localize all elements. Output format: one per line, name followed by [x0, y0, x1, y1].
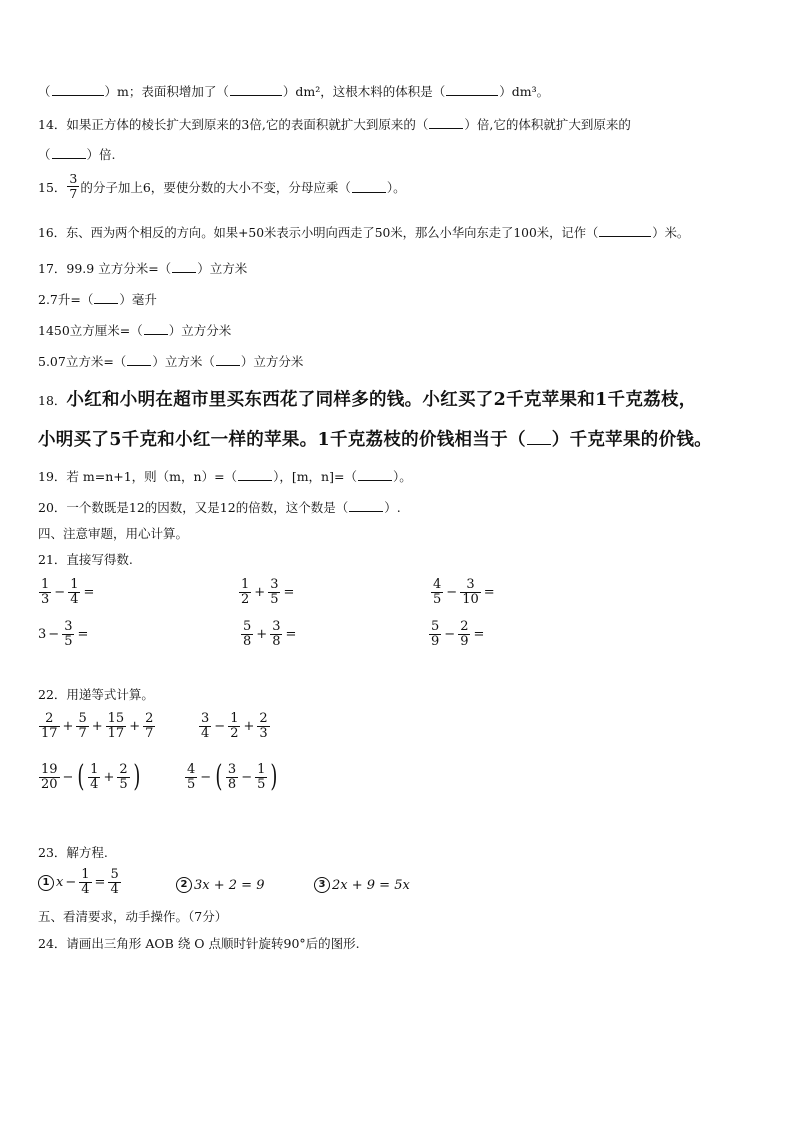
answer-blank[interactable]: [144, 323, 168, 335]
section-4-heading: 四、注意审题，用心计算。: [38, 526, 189, 541]
expression-21-3: $\frac{4}{5}$ − $\frac{3}{10}$ =: [433, 577, 495, 607]
expression-22-3: $\frac{19}{20}$ − ( $\frac{1}{4}$ + $\frac{2}{5}$ ): [41, 759, 141, 794]
question-17-b: 2.7升=（ ）毫升: [38, 292, 157, 307]
question-24: 24．请画出三角形 AOB 绕 O 点顺时针旋转90°后的图形.: [38, 936, 360, 951]
answer-blank[interactable]: [172, 261, 196, 273]
question-22-title: 22．用递等式计算。: [38, 687, 154, 702]
question-17-c: 1450立方厘米=（ ）立方分米: [38, 323, 232, 338]
answer-blank[interactable]: [230, 84, 282, 96]
answer-blank[interactable]: [599, 225, 651, 237]
section-5-heading: 五、看清要求，动手操作。（7分）: [38, 909, 228, 924]
question-23-title: 23．解方程.: [38, 845, 108, 860]
expression-21-4: 3 − $\frac{3}{5}$ =: [38, 619, 89, 649]
answer-blank[interactable]: [349, 500, 383, 512]
fraction: $\frac{3}{7}$: [69, 171, 78, 201]
question-20: 20．一个数既是12的因数，又是12的倍数，这个数是（ ）.: [38, 500, 401, 515]
circled-number: 3: [314, 877, 330, 893]
question-21-title: 21．直接写得数.: [38, 552, 133, 567]
circled-number: 1: [38, 875, 54, 891]
question-14: 14．如果正方体的棱长扩大到原来的3倍,它的表面积就扩大到原来的（ ）倍,它的体积就扩大到原来的: [38, 117, 631, 132]
question-16: 16．东、西为两个相反的方向。如果+50米表示小明向西走了50米，那么小华向东走了100米，记作（ ）米。: [38, 226, 690, 240]
equation-23-3: 3 2x + 9 = 5x: [314, 877, 410, 893]
question-17-d: 5.07立方米=（ ）立方米（ ）立方分米: [38, 354, 304, 369]
question-14-cont: （ ）倍.: [38, 147, 116, 162]
answer-blank[interactable]: [446, 84, 498, 96]
expression-22-1: $\frac{2}{17}$ + $\frac{5}{7}$ + $\frac{15}{17}$ + $\frac{2}{7}$: [41, 711, 154, 741]
answer-blank[interactable]: [127, 354, 151, 366]
equation-23-2: 2 3x + 2 = 9: [176, 877, 264, 893]
answer-blank[interactable]: [527, 428, 551, 445]
question-18-line1: 18．小红和小明在超市里买东西花了同样多的钱。小红买了2千克苹果和1千克荔枝，: [38, 390, 697, 410]
answer-blank[interactable]: [94, 292, 118, 304]
expression-21-2: $\frac{1}{2}$ + $\frac{3}{5}$ =: [241, 577, 295, 607]
expression-22-2: $\frac{3}{4}$ − $\frac{1}{2}$ + $\frac{2}{3}$: [201, 711, 268, 741]
answer-blank[interactable]: [52, 84, 104, 96]
question-19: 19．若 m=n+1，则（m，n）=（ ），[m，n]=（ ）。: [38, 469, 412, 484]
answer-blank[interactable]: [52, 147, 86, 159]
question-17-a: 17．99.9 立方分米=（ ）立方米: [38, 261, 248, 276]
question-18-line2: 小明买了5千克和小红一样的苹果。1千克荔枝的价钱相当于（ ）千克苹果的价钱。: [38, 430, 712, 450]
expression-21-5: $\frac{5}{8}$ + $\frac{3}{8}$ =: [243, 619, 297, 649]
answer-blank[interactable]: [352, 181, 386, 193]
top-continuation-line: （ ）m；表面积增加了（ ）dm²，这根木料的体积是（ ）dm³。: [38, 84, 550, 99]
circled-number: 2: [176, 877, 192, 893]
answer-blank[interactable]: [238, 469, 272, 481]
answer-blank[interactable]: [216, 354, 240, 366]
answer-blank[interactable]: [429, 117, 463, 129]
question-15: 15． $\frac{3}{7}$ 的分子加上6，要使分数的大小不变，分母应乘（ ）。: [38, 171, 406, 201]
expression-22-4: $\frac{4}{5}$ − ( $\frac{3}{8}$ − $\frac{1}{5}$ ): [187, 759, 278, 794]
equation-23-1: 1 x − $\frac{1}{4}$ = $\frac{5}{4}$: [38, 868, 122, 897]
answer-blank[interactable]: [358, 469, 392, 481]
expression-21-6: $\frac{5}{9}$ − $\frac{2}{9}$ =: [431, 619, 485, 649]
expression-21-1: $\frac{1}{3}$ − $\frac{1}{4}$ =: [41, 577, 95, 607]
